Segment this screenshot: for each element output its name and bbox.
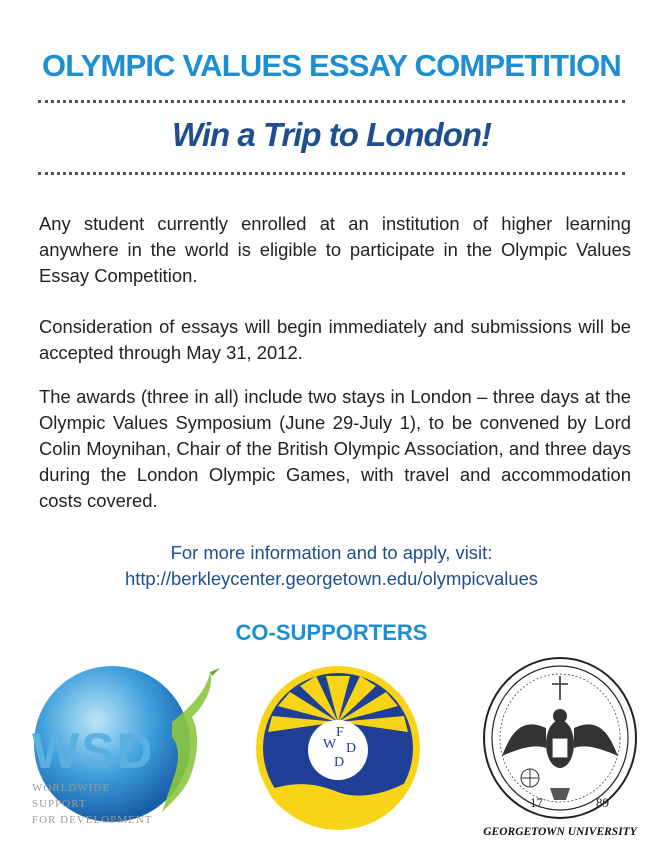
dotted-divider-bottom xyxy=(38,172,625,175)
georgetown-name: GEORGETOWN UNIVERSITY xyxy=(483,826,637,838)
georgetown-seal xyxy=(480,656,640,846)
globe-icon xyxy=(521,769,539,787)
svg-text:F: F xyxy=(336,725,344,740)
wfdd-logo xyxy=(238,662,438,837)
awards-paragraph: The awards (three in all) include two stays in London – three days at the Olympic Values Symposium (June 29-July 1), to be convened by Lord Colin Moynihan, Chair of the British Olympic Association, and three days during the London Olympic Games, with travel and accommodation costs covered. xyxy=(39,386,631,511)
info-block xyxy=(0,540,663,592)
page-subtitle: Win a Trip to London! xyxy=(171,116,492,153)
seal-year-right: 89 xyxy=(596,795,609,810)
seal-year-left: 17 xyxy=(530,795,543,810)
wsd-line1: WORLDWIDE xyxy=(32,782,111,794)
svg-text:W: W xyxy=(323,737,337,752)
info-text: For more information and to apply, visit: xyxy=(170,542,493,563)
cosupporters-heading: CO-SUPPORTERS xyxy=(235,620,428,645)
wsd-line2: SUPPORT xyxy=(32,798,87,810)
svg-text:D: D xyxy=(346,741,357,756)
dotted-divider-top xyxy=(38,100,625,103)
wsd-line3: FOR DEVELOPMENT xyxy=(32,814,153,826)
wsd-acronym: WSD xyxy=(32,723,155,779)
page-title: OLYMPIC VALUES ESSAY COMPETITION xyxy=(41,48,622,83)
eligibility-paragraph: Any student currently enrolled at an institution of higher learning anywhere in the world is eligible to participate in the Olympic Values Essay Competition. xyxy=(39,213,631,286)
svg-text:D: D xyxy=(334,755,345,770)
deadline-paragraph: Consideration of essays will begin immediately and submissions will be accepted through May 31, 2012. xyxy=(39,316,631,363)
info-link[interactable]: http://berkleycenter.georgetown.edu/olympicvalues xyxy=(124,568,538,589)
